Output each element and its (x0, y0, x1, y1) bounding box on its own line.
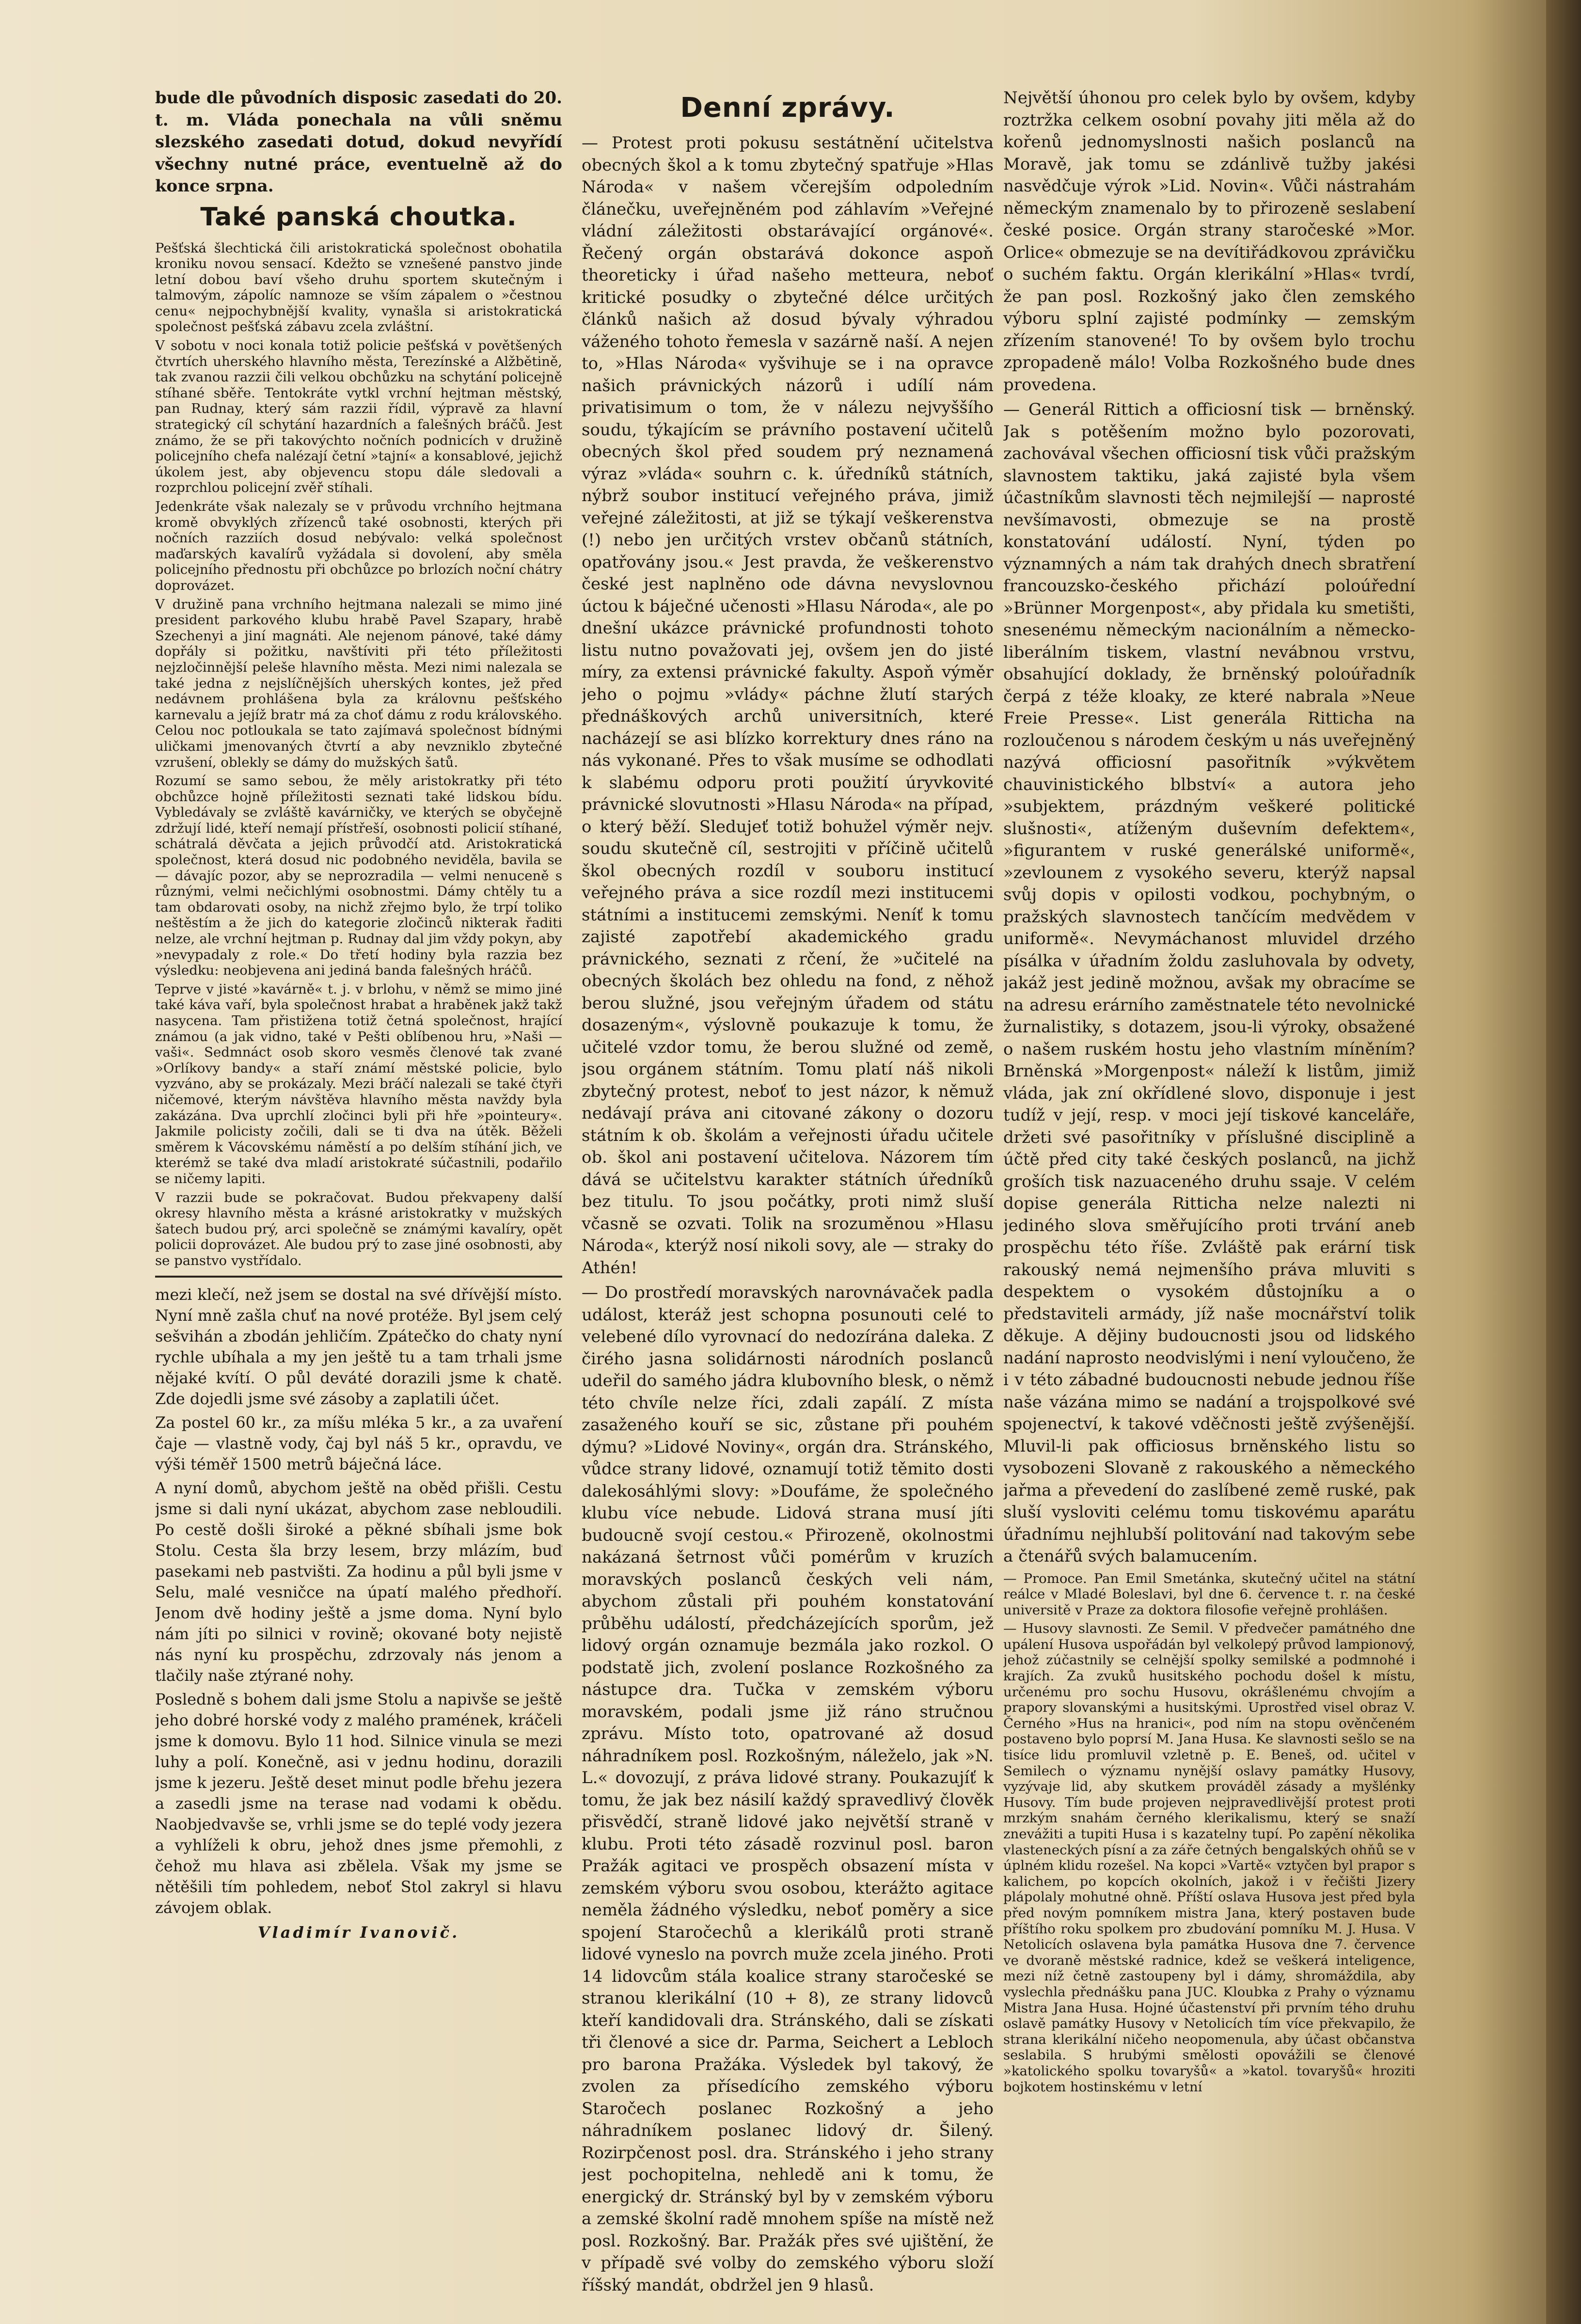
article-paragraph: Pešťská šlechtická čili aristokratická společnost obohatila kroniku novou sensací. Kdežto se vznešené panstvo jinde letní dobou baví všeho druhu sportem skutečným i talmovým, zápolíc namnoze se vším zápalem o »čestnou cenu« nejpochybnější kvality, vynašla si aristokratická společnost pešťská zábavu zcela zvláštní. (155, 240, 562, 335)
feuilleton-paragraph: Posledně s bohem dali jsme Stolu a napivše se ještě jeho dobré horské vody z malého pramének, kráčeli jsme k domovu. Bylo 11 hod. Silnice vinula se mezi luhy a polí. Konečně, asi v jednu hodinu, dorazili jsme k jezeru. Ještě deset minut podle břehu jezera a zasedli jsme na terase nad vodami k obědu. Naobjedvavše se, vrhli jsme se do teplé vody jezera a vyhlíželi k obru, jehož dnes jsme přemohli, z čehož mu hlava asi zbělela. Však my jsme se nětěšili tím pohledem, neboť Stol zakryl si hlavu závojem oblak. (155, 1690, 562, 1917)
article-paragraph: Rozumí se samo sebou, že měly aristokratky při této obchůzce hojně příležitosti seznati také lidskou bídu. Vybledávaly se zvláště kavárničky, ve kterých se obyčejně zdržují lidé, kteří nemají přístřeší, osobnosti policií stíhané, schátralá děvčata a jejich průvodčí atd. Aristokratická společnost, která dosud nic podobného neviděla, bavila se — dávajíc pozor, aby se neprozradila — velmi nenuceně s různými, velmi nečichlými osobnostmi. Dámy chtěly tu a tam obdarovati osoby, na nichž zřejmo bylo, že trpí toliko neštěstím a že jich do kategorie zločinců nikterak řaditi nelze, ale vrchní hejtman p. Rudnay dal jim vždy pokyn, aby »nevypadaly z role.« Do třetí hodiny byla razzia bez výsledku: neobjevena ani jediná banda falešných hráčů. (155, 773, 562, 979)
section-heading-denni-zpravy: Denní zprávy. (680, 92, 895, 124)
article-paragraph: Teprve v jisté »kavárně« t. j. v brlohu, v němž se mimo jiné také káva vaří, byla společnost hrabat a hraběnek jakž takž nasycena. Tam přistižena totiž četná společnost, hrající známou (a jak vidno, také v Pešti oblíbenou hru, »Naši — vaši«. Sedmnáct osob skoro vesměs členové tak zvané »Orlíkovy bandy« a staří známí městské policie, bylo vyzváno, aby se prokázaly. Mezi bráčí nalezali se také čtyři ničemové, kterým návštěva hlavního města navždy byla zakázána. Dva uprchlí zločinci byli při hře »pointeury«. Jakmile policisty zočili, dali se ti dva na útěk. Běželi směrem k Vácovskému náměstí a po delším stíhání jich, ve kterémž se také dva mladí aristokraté súčastnili, podařilo se ničemy lapiti. (155, 981, 562, 1186)
column-left (155, 87, 562, 2317)
article-paragraph: Jedenkráte však nalezaly se v průvodu vrchního hejtmana kromě obvyklých zřízenců také osobnosti, kterých při nočních razziích dosud nebývalo: velká společnost maďarských kavalírů vyžádala si dovolení, aby směla policejního přednostu při obchůzce po brlozích noční chátry doprovázet. (155, 499, 562, 593)
column-right (1003, 87, 1415, 2317)
feuilleton-paragraph: Za postel 60 kr., za míšu mléka 5 kr., a za uvaření čaje — vlastně vody, čaj byl náš 5 kr., opravdu, ve výši téměř 1500 metrů báječná láce. (155, 1413, 562, 1473)
news-paragraph: Největší úhonou pro celek bylo by ovšem, kdyby roztržka celkem osobní povahy jiti měla až do kořenů jednomyslnosti našich poslanců na Moravě, jak tomu se zdánlivě tužby jakési nasvědčuje výrok »Lid. Novin«. Vůči nástrahám německým znamenalo by to přirozeně seslabení české posice. Orgán strany staročeské »Mor. Orlice« obmezuje se na devítiřádkovou zprávičku o suchém faktu. Orgán klerikální »Hlas« tvrdí, že pan posl. Rozkošný jako člen zemského výboru splní zajisté podmínky — zemským zřízením stanovené! To by ovšem bylo trochu zpropadeně málo! Volba Rozkošného bude dnes provedena. (1003, 88, 1415, 395)
news-paragraph-small: — Husovy slavnosti. Ze Semil. V předvečer památného dne upálení Husova uspořádán byl velkolepý průvod lampionový, jehož zúčastnily se celnější spolky semilské a podmnohé i krajích. Za zvuků husitského pochodu došel k místu, určenému pro sochu Husovu, okrášlenému chvojím a prapory slovanskými a husitskými. Uprostřed visel obraz V. Černého »Hus na hranici«, pod ním na stopu ověnčeném postaveno bylo poprsí M. Jana Husa. Ke slavnosti sešlo se na tisíce lidu promluvil vzletně p. E. Beneš, od. učitel v Semilech o významu nynější oslavy památky Husovy, vyzývaje lid, aby skutkem prováděl zásady a myšlénky Husovy. Tím bude projeven nejpravedlivější protest proti mrzkým snahám černého klerikalismu, který se snaží znevážiti a tupiti Husa i s kazatelny tupí. Po zapění několika vlasteneckých písní a za záře četných bengalských ohňů se v úplném klidu rozešel. Na kopci »Vartě« vztyčen byl prapor s kalichem, po kopcích okolních, jakož i v řečišti Jizery plápolaly mohutné ohně. Příští oslava Husova jest před byla před novým pomníkem mistra Jana, který postaven bude příštího roku spolkem pro zbudování pomníku M. J. Husa. V Netolicích oslavena byla památka Husova dne 7. července ve dvoraně městské radnice, kdež se veškerá inteligence, mezi níž četně zastoupeny byl i dámy, shromáždila, aby vyslechla přednášku pana JUC. Kloubka z Prahy o významu Mistra Jana Husa. Hojné účastenství při prvním tého druhu oslavě památky Husovy v Netolicích tím více překvapilo, že strana klerikální ničeho neopomenula, aby účast občanstva seslabila. S hrubými smělosti opovážili se členové »katolického spolku tovaryšů« a »katol. tovaryšů« hroziti bojkotem hostinskému v letní (1003, 1621, 1415, 2095)
author-signature: Vladimír Ivanovič. (257, 1923, 460, 1942)
news-paragraph: — Protest proti pokusu sestátnění učitelstva obecných škol a k tomu zbytečný spatřuje »Hlas Národa« v našem včerejším odpoledním článečku, uveřejněném pod záhlavím »Veřejné vládní záležitosti obstarávající orgánové«. Řečený orgán obstarává dokonce aspoň theoreticky i úřad našeho metteura, neboť kritické posudky o zbytečné délce určitých článků našich až dosud bývaly výhradou váženého tohoto řemesla v sazárně naší. A nejen to, »Hlas Národa« vyšvihuje se i na opravce našich právnických názorů i udílí nám privatisimum o tom, že v nálezu nejvyššího soudu, týkajícím se právního postavení učitelů obecných škol před soudem prý neznamená výraz »vláda« souhrn c. k. úředníků státních, nýbrž soubor institucí veřejného práva, jimiž veřejné záležitosti, at již se týkají veškerenstva (!) nebo jen určitých vrstev občanů státních, opatřovány jsou.« Jest pravda, že veškerenstvo české jest naplněno ode dávna nevyslovnou úctou k báječné učenosti »Hlasu Národa«, ale po dnešní ukázce právnické profundnosti tohoto listu nutno považovati jej, ovšem jen do jisté míry, za extensi právnické fakulty. Aspoň výměr jeho o pojmu »vlády« páchne žlutí starých přednáškových archů universitních, které nacházejí se asi blízko korrektury dnes ráno na nás vykonané. Přes to však musíme se odhodlati k slabému odporu proti použití úryvkovité právnické slovutnosti »Hlasu Národa« na případ, o který běží. Sledujeť totiž bohužel výměr nejv. soudu skutečně cíl, sestrojiti v příčině učitelů škol obecných rozdíl v souboru institucí veřejného práva a sice rozdíl mezi institucemi státními a institucemi zemskými. Neníť k tomu zajisté zapotřebí akademického gradu právnického, seznati z rčení, že »učitelé na obecných školách bez ohledu na fond, z něhož berou služné, jsou veřejným úřadem od státu dosazeným«, výslovně poukazuje k tomu, že učitelé vzdor tomu, že berou služné od země, jsou orgánem státním. Tomu platí náš nikoli zbytečný protest, neboť to jest názor, k němuž nedávají práva ani citované zákony o dozoru státním k ob. školám a veřejnosti úřadu učitele ob. škol ani postavení učitelova. Názorem tím dává se učitelstvu karakter státních úředníků bez titulu. To jsou počátky, proti nimž sluší včasně se ozvati. Tolik na srozuměnou »Hlasu Národa«, kterýž nosí nikoli sovy, ale — straky do Athén! (582, 133, 994, 1278)
news-paragraph: — Do prostředí moravských narovnávaček padla událost, kteráž jest schopna posunouti celé to velebené dílo vyrovnací do nedozírána daleka. Z čirého jasna solidárnosti národních poslanců udeřil do samého jádra klubovního blesk, o němž této chvíle nelze říci, zdali zapálí. Z místa zasaženého kouří se sic, zůstane při pouhém dýmu? »Lidové Noviny«, orgán dra. Stránského, vůdce strany lidové, oznamují totiž těmito dosti dalekosáhlými slovy: »Doufáme, že společného klubu více nebude. Lidová strana musí jíti budoucně svojí cestou.« Přirozeně, okolnostmi nakázaná šetrnost vůči pomérům v kruzích moravských poslanců českých veli nám, abychom zůstali při pouhém konstatování průběhu událostí, předcházejících sporům, jež lidový orgán oznamuje bezmála jako rozkol. O podstatě jich, zvolení poslance Rozkošného za nástupce dra. Tučka v zemském výboru moravském, podali jsme již ráno stručnou zprávu. Místo toto, opatrované až dosud náhradníkem posl. Rozkošným, náleželo, jak »N. L.« dovozují, z práva lidové strany. Poukazujíť k tomu, že jak bez násilí každý spravedlivý člověk přisvědčí, straně lidové jako největší straně v klubu. Proti této zásadě rozvinul posl. baron Pražák agitaci ve prospěch obsazení místa v zemském výboru svou osobou, kterážto agitace neměla žádného výsledku, neboť poměry a sice spojení Staročechů a klerikálů proti straně lidové vyneslo na povrch muže zcela jiného. Proti 14 lidovcům stála koalice strany staročeské se stranou klerikální (10 + 8), ze strany lidovců kteří kandidovali dra. Stránského, dali se získati tři členové a sice dr. Parma, Seichert a Lebloch pro barona Pražáka. Výsledek byl takový, že zvolen za přísedícího zemského výboru Staročech poslanec Rozkošný a jeho náhradníkem poslanec lidový dr. Šilený. Rozirpčenost posl. dra. Stránského i jeho strany jest pochopitelna, nehledě ani k tomu, že energický dr. Stránský byl by v zemském výboru a zemské školní radě mnohem spíše na místě než posl. Rozkošný. Bar. Pražák přes své ujištění, že v případě své volby do zemského výboru složí říšský mandát, obdržel jen 9 hlasů. (582, 1283, 994, 2295)
column-middle (582, 87, 994, 2317)
feuilleton-paragraph: mezi klečí, než jsem se dostal na své dřívější místo. Nyní mně zašla chuť na nové protéže. Byl jsem celý sešvihán a zbodán jehličím. Zpátečko do chaty nyní rychle ubíhala a my jen ještě tu a tam trhali jsme nějaké kvítí. O půl deváté dorazili jsme k chatě. Zde dojedli jsme své zásoby a zaplatili účet. (155, 1285, 562, 1408)
section-divider (155, 1276, 562, 1278)
article-paragraph: V sobotu v noci konala totiž policie pešťská v povětšených čtvrtích uherského hlavního města, Terezínské a Alžbětině, tak zvanou razzii čili velkou obchůzku na schytání policejně stíhané sběře. Tentokráte vytkl vrchní hejtman městský, pan Rudnay, který sám razzii řídil, výpravě za hlavní strategický cíl schytání hazardních a falešných bráčů. Jest známo, že se při takovýchto nočních podnicích v družině policejního chefa nalézají četní »tajní« a konsablové, jejichž úkolem jest, aby objevencu stopu dále sledovali a rozprchlou policejní zvěř stíhali. (155, 338, 562, 496)
news-paragraph: — Generál Rittich a officiosní tisk — brněnský. Jak s potěšením možno bylo pozorovati, zachovával všechen officiosní tisk vůči pražským slavnostem taktiku, jaká zajisté byla všem účastníkům slavnosti těch nejmilejší — naprosté nevšímavosti, obmezuje se na prostě konstatování událostí. Nyní, týden po významných a nám tak drahých dnech sbratření francouzsko-českého přichází poloúřední »Brünner Morgenpost«, aby přidala ku smetišti, snesenému německým nacionálním a německo-liberálním tiskem, vlastní nevábnou vrstvu, obsahující doklady, že brněnský poloúřadník čerpá z téže kloaky, ze které nabrala »Neue Freie Presse«. List generála Ritticha na rozloučenou s národem českým u nás uveřejněný nazývá officiosní pasořitník »výkvětem chauvinistického blbství« a autora jeho »subjektem, prázdným veškeré politické slušnosti«, atíženým duševním defektem«, »figurantem v ruské generálské uniformě«, »zevlounem z vysokého severu, kterýž napsal svůj dopis v opilosti vodkou, pochybným, o pražských slavnostech tančícím medvědem v uniformě«. Nevymáchanost mluvidel drzého písálka v úřadním žoldu zasluhovala by odvety, jakáž jest jedině možnou, avšak my obracíme se na adresu erárního zaměstnatele této nevolnické žurnalistiky, s dotazem, jsou-li výroky, obsažené o našem ruském hostu jeho vlastním míněním? Brněnská »Morgenpost« náleží k listům, jimiž vláda, jak zní okřídlené slovo, disponuje i jest tudíž v její, resp. v moci její tiskové kanceláře, držeti své pasořitníky v příslušné disciplině a účtě před city také českých poslanců, na jichž groších tisk nazuaceného druhu ssaje. V celém dopise generála Ritticha nelze nalezti ni jediného slova směřujícího proti trvání aneb prospěchu této říše. Zvláště pak erární tisk rakouský nemá nejmenšího práva mluviti s despektem o vysokém důstojníku a o představiteli armády, jíž naše mocnářství tolik děkuje. A dějiny budoucnosti jsou od lidského nadání naprosto neodvislými i není vyloučeno, že i v této zábadné budoucnosti nebude jednou říše naše vázána mimo se nadání a trojspolkové své spojenectví, k takové vděčnosti ještě zvýšenější. Mluvil-li pak officiosus brněnského listu so vysobozeni Slovaně z rakouského a německého jařma a převedení do zaslíbené země ruské, pak sluší vysloviti celému tomu tiskovému aparátu úřadnímu nejhlubší politování nad takovým sebe a čtenářů svých balamucením. (1003, 400, 1415, 1566)
article-paragraph: V razzii bude se pokračovat. Budou překvapeny další okresy hlavního města a krásné aristokratky v mužských šatech budou prý, arci společně se známými kavalíry, opět policii doprovázet. Ale budou prý to zase jiné osobnosti, aby se panstvo vystřídalo. (155, 1189, 562, 1268)
article-paragraph: V družině pana vrchního hejtmana nalezali se mimo jiné president parkového klubu hrabě Pavel Szapary, hrabě Szechenyi a jiní magnáti. Ale nejenom pánové, také dámy dopřály si požitku, navštíviti při této příležitosti nejzločinnější peleše hlavního města. Mezi nimi nalezala se také jedna z nejslíčnějších uherských kontes, jež před nedávnem prohlášena byla za královnu pešťského karnevalu a jejíž bratr má za choť dámu z rodu královského. Celou noc potloukala se tato zajímavá společnost bídnými uličkami jmenovaných čtvrtí a aby nevzniklo zbytečné vzrušení, oblekly se dámy do mužských šatů. (155, 596, 562, 770)
feuilleton-paragraph: A nyní domů, abychom ještě na oběd přišli. Cestu jsme si dali nyní ukázat, abychom zase nebloudili. Po cestě došli široké a pěkné sbíhali jsme bok Stolu. Cesta šla brzy lesem, brzy mlázím, buď pasekami neb pastvišti. Za hodinu a půl byli jsme v Selu, malé vesničce na úpatí malého předhoří. Jenom dvě hodiny ještě a jsme doma. Nyní bylo nám jíti po silnici v rovině; okované boty nejistě nás nyní ku prospěchu, zdrzovaly nás jenom a tlačily naše ztýrané nohy. (155, 1478, 562, 1685)
page-edge (1546, 0, 1581, 2324)
column-left-intro: bude dle původních disposic zasedati do 20. t. m. Vláda ponechala na vůli sněmu slezského zasedati dotud, dokud nevyřídí všechny nutné práce, eventuelně až do konce srpna. (155, 88, 562, 196)
news-paragraph-small: — Promoce. Pan Emil Smetánka, skutečný učitel na státní reálce v Mladé Boleslavi, byl dne 6. července t. r. na české universitě v Praze za doktora filosofie veřejně prohlášen. (1003, 1570, 1415, 1618)
article-heading-panska-choutka: Také panská choutka. (200, 202, 517, 232)
